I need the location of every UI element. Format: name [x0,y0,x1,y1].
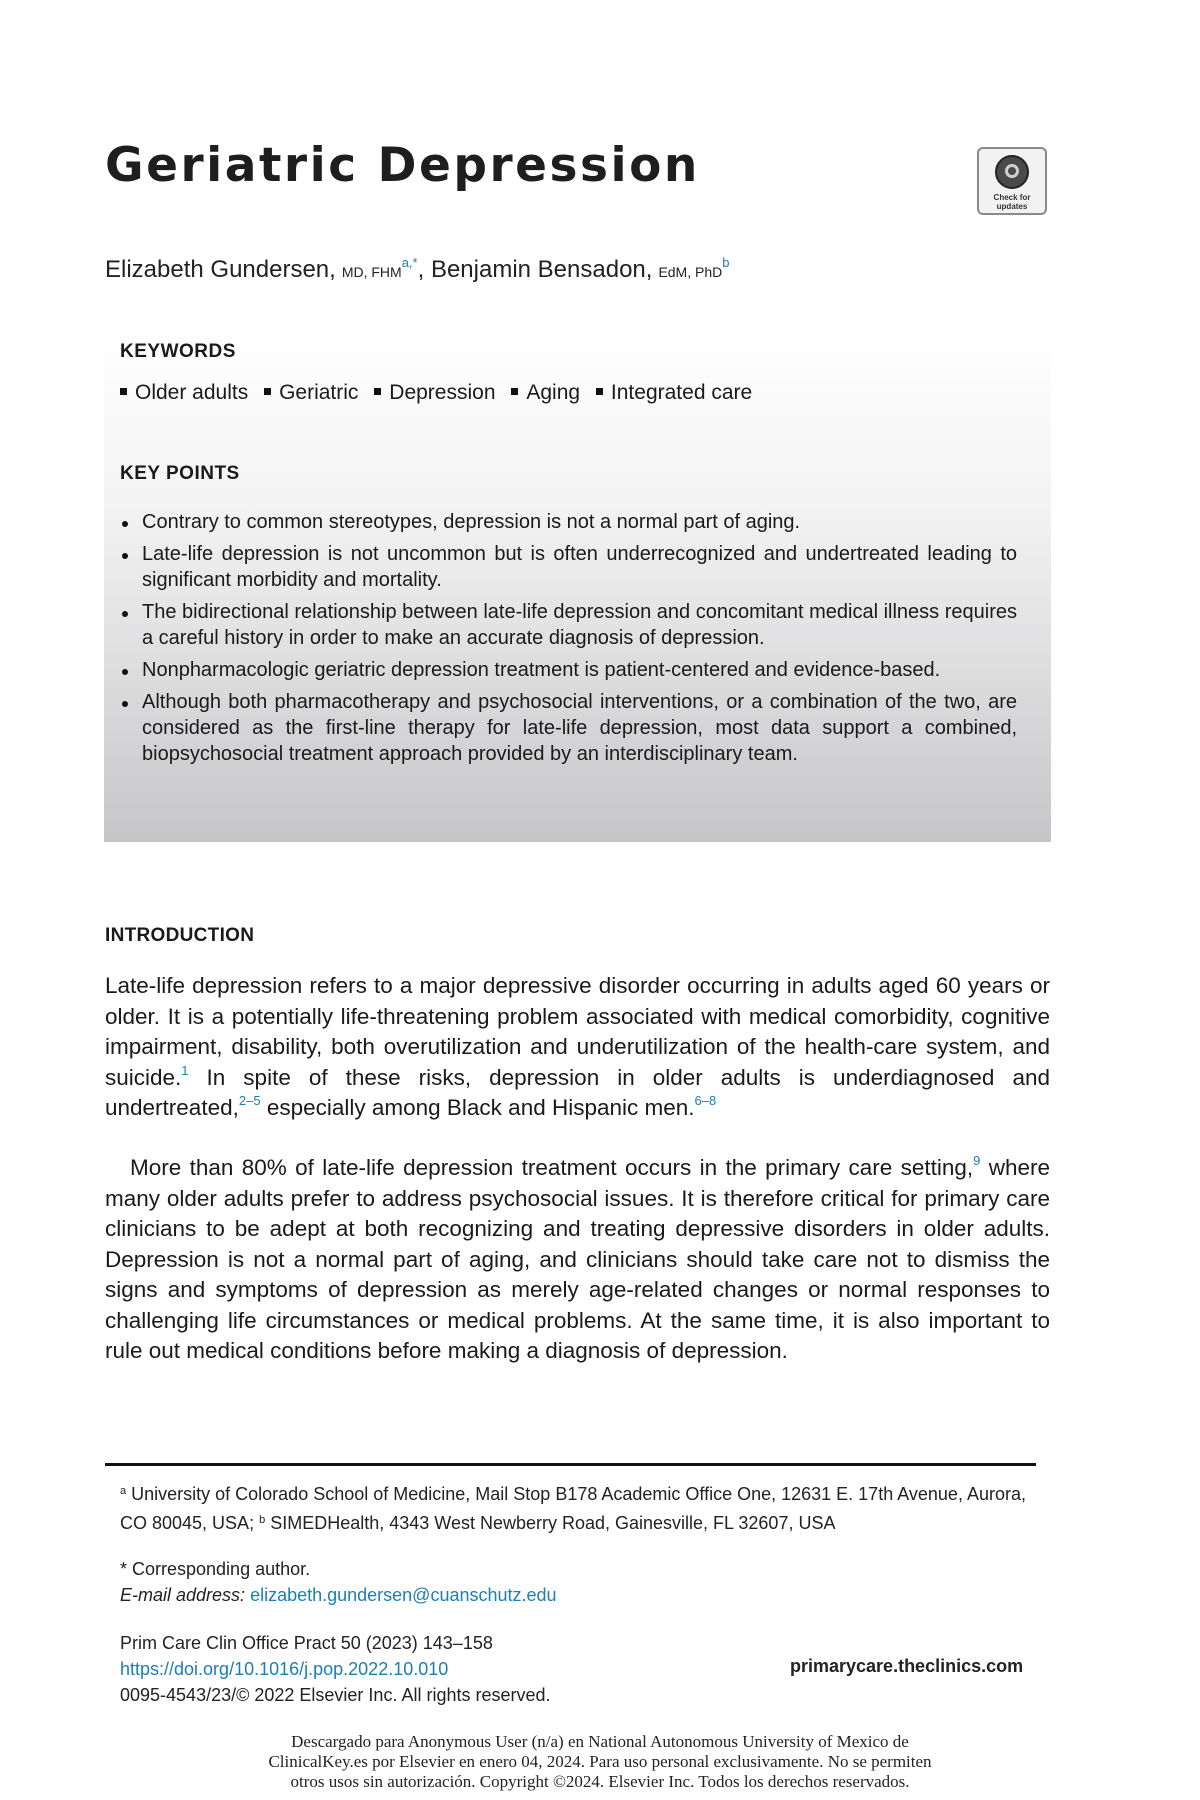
bullet-square-icon [596,388,603,395]
doi-link[interactable]: https://doi.org/10.1016/j.pop.2022.10.010 [120,1659,449,1679]
citation-link[interactable]: 6–8 [694,1093,717,1108]
key-points-heading: KEY POINTS [120,463,240,484]
author-name: Benjamin Bensadon, [430,256,653,283]
author-line: Elizabeth Gundersen, MD, $FHM^{a,*}$, Benjamin Bensadon, EdM, PhD$^b$ [105,255,730,283]
paragraph-text: In spite of these risks, depression in older adults is underdiagnosed and undertreated, [105,1064,1050,1120]
key-point-item: Late-life depression is not uncommon but is often underrecognized and undertreated leading to significant morbidity and mortality. [122,541,1017,593]
author-name: Elizabeth Gundersen, [105,256,336,283]
keyword: Geriatric [279,381,359,404]
keywords-list [120,381,762,405]
email-label: E-mail address: [120,1585,246,1605]
key-point-item: Nonpharmacologic geriatric depression treatment is patient-centered and evidence-based. [122,657,1017,683]
paragraph-text: especially among Black and Hispanic men. [260,1095,695,1120]
download-notice [150,1732,1050,1792]
journal-citation: Prim Care Clin Office Pract 50 (2023) 143–158 [120,1633,493,1653]
introduction-paragraph [105,1153,1050,1367]
affiliation-mark[interactable]: b [722,255,730,270]
key-points-list [122,509,1017,773]
bullet-square-icon [120,388,127,395]
copyright-line: 0095-4543/23/© 2022 Elsevier Inc. All rights reserved. [120,1685,551,1705]
author-credentials: EdM, PhD [658,264,723,280]
key-point-item: Contrary to common stereotypes, depression is not a normal part of aging. [122,509,1017,535]
paragraph-text: Late-life depression refers to a major depressive disorder occurring in adults aged 60 years or older. It is a potentially life-threatening problem associated with medical comorbidity, cognitive impairment, disability, both overutilization and underutilization of the health-care system, and suicide. [105,973,1050,1090]
introduction-paragraph [105,971,1050,1124]
keyword: Integrated care [610,381,753,404]
download-notice-line: Descargado para Anonymous User (n/a) en National Autonomous University of Mexico de [291,1732,909,1751]
email-footnote [120,1582,557,1608]
download-notice-line: otros usos sin autorización. Copyright ©2024. Elsevier Inc. Todos los derechos reservados. [290,1772,910,1791]
keyword: Aging [526,381,581,404]
check-for-updates-icon [995,155,1029,189]
journal-info [120,1630,551,1708]
email-link[interactable]: elizabeth.gundersen@cuanschutz.edu [250,1585,557,1605]
affiliation-text: SIMEDHealth, 4343 West Newberry Road, Gainesville, FL 32607, USA [265,1513,836,1533]
bullet-square-icon [374,388,381,395]
section-heading-introduction: INTRODUCTION [105,925,255,946]
bullet-square-icon [511,388,518,395]
keyword: Older adults [135,381,249,404]
corresponding-author-note: * Corresponding author. [120,1559,311,1579]
bullet-square-icon [264,388,271,395]
keyword: Depression [389,381,496,404]
affiliation-footnote [120,1478,1040,1536]
article-title: Geriatric Depression [105,138,700,193]
key-point-item: Although both pharmacotherapy and psychosocial interventions, or a combination of the two, are considered as the first-line therapy for late-life depression, most data support a combined, biopsychosocial treatment approach provided by an interdisciplinary team. [122,689,1017,767]
citation-link[interactable]: 2–5 [238,1093,261,1108]
footnote-divider [105,1463,1036,1466]
keywords-heading: KEYWORDS [120,341,236,362]
affiliation-mark: b [259,1514,266,1526]
affiliation-text: University of Colorado School of Medicine, Mail Stop B178 Academic Office One, 12631 E. 17th Avenue, Aurora, CO 80045, USA; [120,1484,1026,1533]
check-for-updates-badge[interactable] [977,147,1047,215]
paragraph-text: More than 80% of late-life depression treatment occurs in the primary care setting, [130,1155,974,1180]
journal-website[interactable]: primarycare.theclinics.com [790,1656,1024,1676]
author-credentials: MD, FHM [341,264,402,280]
citation-link[interactable]: 9 [973,1153,981,1168]
affiliation-mark[interactable]: a,* [401,255,418,270]
citation-link[interactable]: 1 [181,1062,189,1078]
download-notice-line: ClinicalKey.es por Elsevier en enero 04, 2024. Para uso personal exclusivamente. No se permiten [268,1752,932,1771]
key-point-item: The bidirectional relationship between late-life depression and concomitant medical illness requires a careful history in order to make an accurate diagnosis of depression. [122,599,1017,651]
badge-label: Check for updates [993,193,1031,211]
affiliation-mark: a [120,1485,127,1497]
paragraph-text: where many older adults prefer to address psychosocial issues. It is therefore critical for primary care clinicians to be adept at both recognizing and treating depressive disorders in older adults. Depression is not a normal part of aging, and clinicians should take care not to dismiss the signs and symptoms of depression as merely age-related changes or normal responses to challenging life circumstances or medical problems. At the same time, it is also important to rule out medical conditions before making a diagnosis of depression. [105,1155,1050,1363]
